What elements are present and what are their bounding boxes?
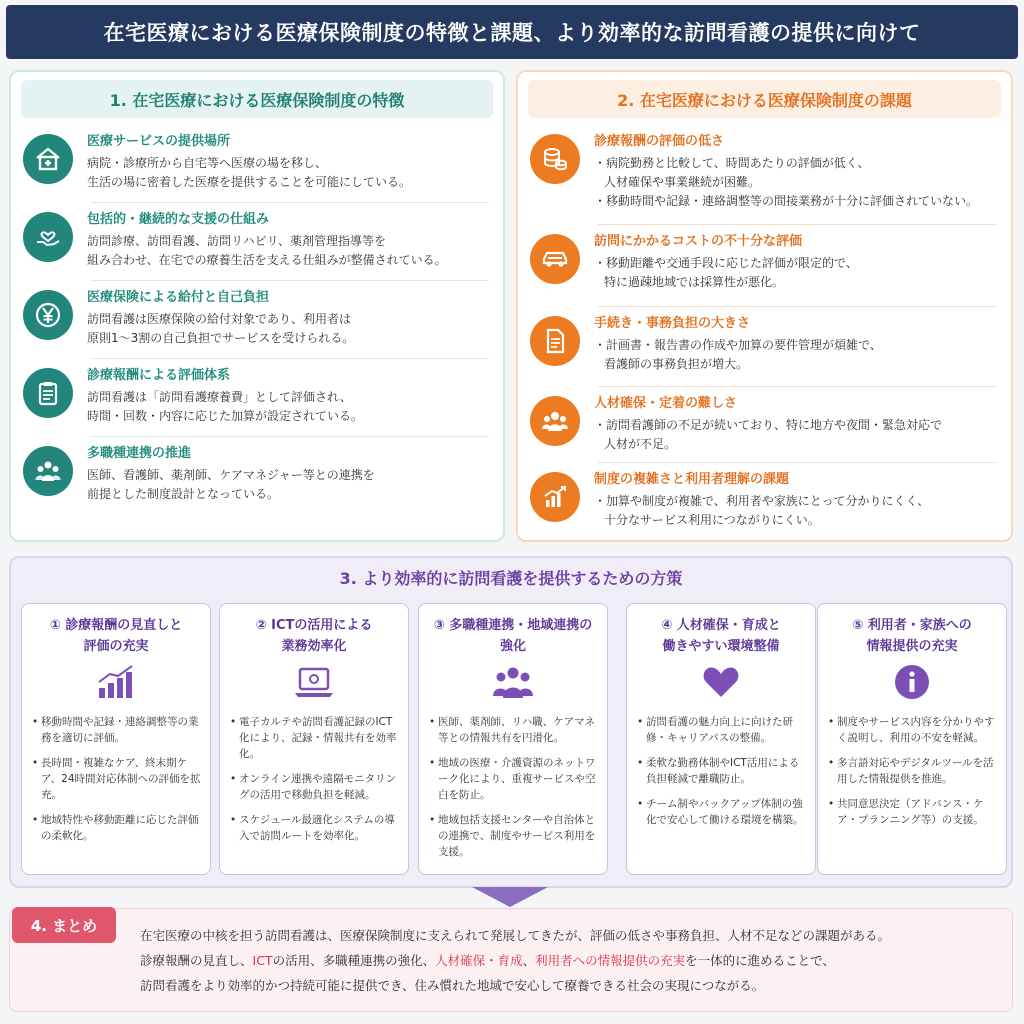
feature-line: 時間・回数・内容に応じた加算が設定されている。 <box>87 409 364 423</box>
feature-line: 組み合わせ、在宅での療養生活を支える仕組みが整備されている。 <box>87 253 447 267</box>
divider <box>91 436 489 437</box>
feature-heading: 医療保険による給付と自己負担 <box>87 290 270 305</box>
divider <box>91 358 489 359</box>
measure-bullet: • 地域の医療・介護資源のネットワーク化により、重複サービスや空白を防止。 <box>429 755 599 803</box>
measure-bullet: • 電子カルテや訪問看護記録のICT化により、記録・情報共有を効率化。 <box>230 714 400 762</box>
measure-card-title <box>631 615 811 657</box>
feature-heading: 多職種連携の推進 <box>87 446 192 461</box>
section-issues <box>516 70 1013 542</box>
measure-bullet: • チーム制やバックアップ体制の強化で安心して働ける環境を構築。 <box>637 796 807 828</box>
summary-highlight: 人材確保・育成 <box>435 953 523 968</box>
card-title-line: 働きやすい環境整備 <box>662 639 780 654</box>
issue-line: ・計画書・報告書の作成や加算の要件管理が煩雑で、 <box>594 338 882 352</box>
issue-line: ・加算や制度が複雑で、利用者や家族にとって分かりにくく、 <box>594 494 930 508</box>
measure-card-title <box>26 615 206 657</box>
divider <box>91 280 489 281</box>
page-header <box>6 5 1018 59</box>
summary-segment: 診療報酬の見直し、 <box>140 953 253 968</box>
summary-badge: 4. まとめ <box>12 907 116 943</box>
issue-line: ・訪問看護師の不足が続いており、特に地方や夜間・緊急対応で <box>594 418 943 432</box>
card-title-line: ③ 多職種連携・地域連携の <box>433 618 593 633</box>
document-icon <box>530 316 580 366</box>
coins-icon <box>530 134 580 184</box>
team-icon <box>23 446 73 496</box>
feature-line: 訪問診療、訪問看護、訪問リハビリ、薬剤管理指導等を <box>87 234 387 248</box>
card-title-line: ④ 人材確保・育成と <box>661 618 781 633</box>
measure-card-title <box>822 615 1002 657</box>
measure-bullet: • 訪問看護の魅力向上に向けた研修・キャリアパスの整備。 <box>637 714 807 746</box>
issue-line: 人材が不足。 <box>604 437 677 451</box>
issue-item <box>530 392 999 454</box>
feature-line: 生活の場に密着した医療を提供することを可能にしている。 <box>87 175 412 189</box>
feature-line: 訪問看護は医療保険の給付対象であり、利用者は <box>87 312 352 326</box>
summary-highlight: 利用者への情報提供の充実 <box>535 953 686 968</box>
divider <box>91 202 489 203</box>
feature-line: 原則1〜3割の自己負担でサービスを受けられる。 <box>87 331 355 345</box>
measure-card-title <box>224 615 404 657</box>
summary-line-2 <box>140 948 998 973</box>
chart-icon <box>530 472 580 522</box>
feature-line: 前提とした制度設計となっている。 <box>87 487 280 501</box>
feature-item <box>23 130 491 192</box>
measure-card-title <box>423 615 603 657</box>
issue-heading: 制度の複雑さと利用者理解の課題 <box>594 472 790 487</box>
measure-bullet: • 地域特性や移動距離に応じた評価の柔軟化。 <box>32 812 202 844</box>
feature-heading: 診療報酬による評価体系 <box>87 368 231 383</box>
section-summary <box>9 908 1013 1012</box>
feature-line: 訪問看護は「訪問看護療養費」として評価され、 <box>87 390 352 404</box>
summary-line-1: 在宅医療の中核を担う訪問看護は、医療保険制度に支えられて発展してきたが、評価の低さや事務負担、人材不足などの課題がある。 <box>140 928 891 943</box>
measure-card <box>21 603 211 875</box>
feature-heading: 医療サービスの提供場所 <box>87 134 231 149</box>
issue-heading: 診療報酬の評価の低さ <box>594 134 725 149</box>
people-icon <box>530 396 580 446</box>
issue-heading: 手続き・事務負担の大きさ <box>594 316 751 331</box>
issue-heading: 訪問にかかるコストの不十分な評価 <box>594 234 803 249</box>
heart-hand-icon <box>23 212 73 262</box>
issue-line: 十分なサービス利用につながりにくい。 <box>604 513 820 527</box>
measure-bullet: • 共同意思決定（アドバンス・ケア・プランニング等）の支援。 <box>828 796 998 828</box>
card-title-line: 業務効率化 <box>281 639 347 654</box>
measure-bullet: • 柔軟な勤務体制やICT活用による負担軽減で離職防止。 <box>637 755 807 787</box>
summary-segment: を一体的に進めることで、 <box>685 953 835 968</box>
clipboard-icon <box>23 368 73 418</box>
card-title-line: 情報提供の充実 <box>866 639 958 654</box>
measure-card <box>626 603 816 875</box>
yen-icon <box>23 290 73 340</box>
feature-line: 病院・診療所から自宅等へ医療の場を移し、 <box>87 156 328 170</box>
measure-bullet: • スケジュール最適化システムの導入で訪問ルートを効率化。 <box>230 812 400 844</box>
info-icon <box>892 664 932 700</box>
group-icon <box>493 664 533 700</box>
issue-item <box>530 230 999 292</box>
laptop-icon <box>294 664 334 700</box>
issue-line: 看護師の事務負担が増大。 <box>604 357 749 371</box>
measure-bullet: • 医師、薬剤師、リハ職、ケアマネ等との情報共有を円滑化。 <box>429 714 599 746</box>
card-title-line: ⑤ 利用者・家族への <box>852 618 972 633</box>
issue-line: 特に過疎地域では採算性が悪化。 <box>604 275 785 289</box>
page-title: 在宅医療における医療保険制度の特徴と課題、より効率的な訪問看護の提供に向けて <box>103 21 921 45</box>
summary-line-3: 訪問看護をより効率的かつ持続可能に提供でき、住み慣れた地域で安心して療養できる社会の実現につながる。 <box>140 978 765 993</box>
issue-item <box>530 312 999 374</box>
issue-line: 人材確保や事業継続が困難。 <box>604 175 761 189</box>
section-measures <box>9 556 1013 888</box>
measure-bullet: • オンライン連携や遠隔モニタリングの活用で移動負担を軽減。 <box>230 771 400 803</box>
section-measures-title: 3. より効率的に訪問看護を提供するための方策 <box>339 569 683 588</box>
measure-card <box>817 603 1007 875</box>
issue-line: ・移動距離や交通手段に応じた評価が限定的で、 <box>594 256 858 270</box>
feature-item <box>23 364 491 426</box>
feature-item <box>23 208 491 270</box>
measure-card <box>418 603 608 875</box>
bar-chart-icon <box>96 664 136 700</box>
measure-bullet: • 地域包括支援センターや自治体との連携で、制度やサービス利用を支援。 <box>429 812 599 860</box>
section-features <box>9 70 505 542</box>
issue-heading: 人材確保・定着の難しさ <box>594 396 738 411</box>
card-title-line: ① 診療報酬の見直しと <box>49 618 183 633</box>
measure-card <box>219 603 409 875</box>
divider <box>598 306 997 307</box>
car-icon <box>530 234 580 284</box>
feature-line: 医師、看護師、薬剤師、ケアマネジャー等との連携を <box>87 468 375 482</box>
section-features-title: 1. 在宅医療における医療保険制度の特徴 <box>21 80 493 118</box>
summary-highlight: ICT <box>252 953 273 968</box>
issue-line: ・移動時間や記録・連絡調整等の間接業務が十分に評価されていない。 <box>594 194 979 208</box>
summary-segment: の活用、多職種連携の強化、 <box>272 953 436 968</box>
issue-line: ・病院勤務と比較して、時間あたりの評価が低く、 <box>594 156 870 170</box>
measure-bullet: • 制度やサービス内容を分かりやすく説明し、利用の不安を軽減。 <box>828 714 998 746</box>
feature-item <box>23 286 491 348</box>
arrow-down-icon <box>472 887 548 907</box>
heart-icon <box>701 664 741 700</box>
card-title-line: 評価の充実 <box>83 639 149 654</box>
divider <box>598 462 997 463</box>
measure-bullet: • 長時間・複雑なケア、終末期ケア、24時間対応体制への評価を拡充。 <box>32 755 202 803</box>
feature-heading: 包括的・継続的な支援の仕組み <box>87 212 270 227</box>
feature-item <box>23 442 491 504</box>
summary-segment: 、 <box>522 953 536 968</box>
issue-item <box>530 130 999 211</box>
card-title-line: 強化 <box>499 639 526 654</box>
divider <box>598 224 997 225</box>
issue-item <box>530 468 999 530</box>
house-plus-icon <box>23 134 73 184</box>
divider <box>598 386 997 387</box>
section-issues-title: 2. 在宅医療における医療保険制度の課題 <box>528 80 1001 118</box>
card-title-line: ② ICTの活用による <box>255 618 373 633</box>
summary-text <box>140 923 998 998</box>
measure-bullet: • 移動時間や記録・連絡調整等の業務を適切に評価。 <box>32 714 202 746</box>
measure-bullet: • 多言語対応やデジタルツールを活用した情報提供を推進。 <box>828 755 998 787</box>
